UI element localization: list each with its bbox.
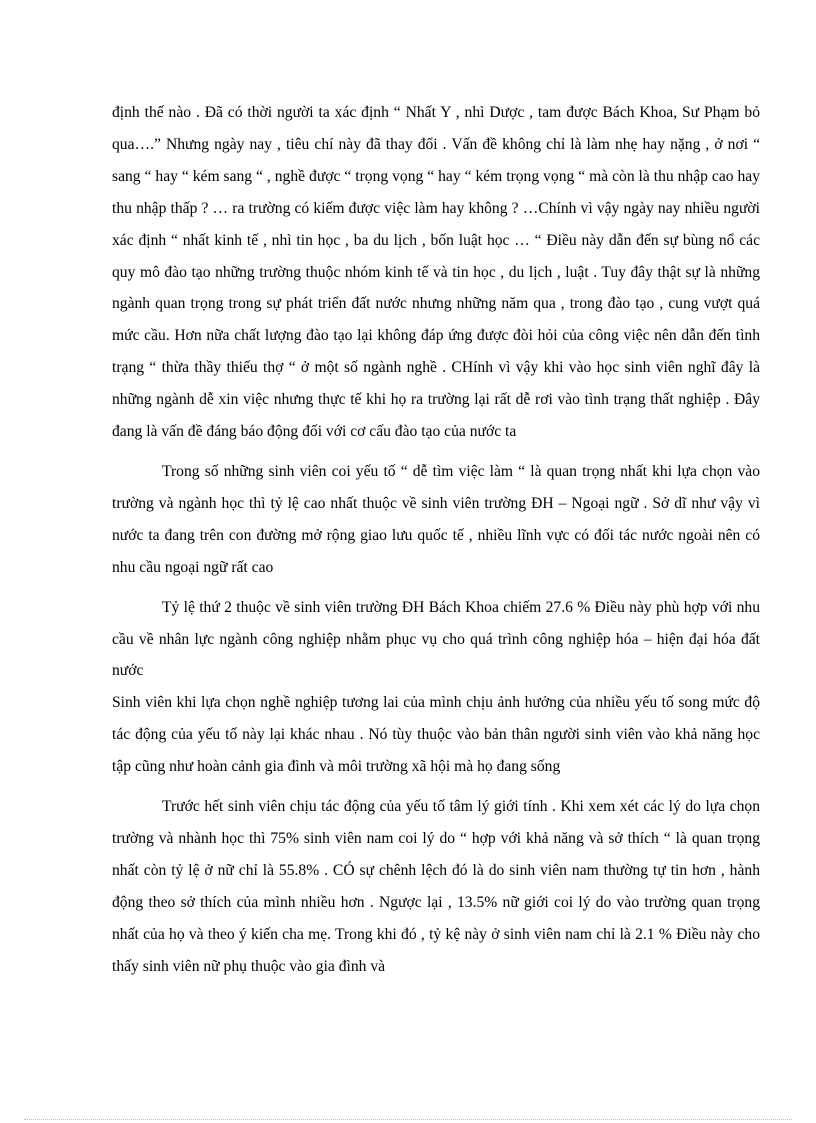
paragraph-3: Tỷ lệ thứ 2 thuộc về sinh viên trường ĐH Bách Khoa chiếm 27.6 % Điều này phù hợp với nhu cầu về nhân lực ngành công nghiệp nhằm phục vụ cho quá trình công nghiệp hóa – hiện đại hóa đất nước [112,598,760,680]
paragraph-5: Trước hết sinh viên chịu tác động của yếu tố tâm lý giới tính . Khi xem xét các lý do lựa chọn trường và nhành học thì 75% sinh viên nam coi lý do “ hợp với khả năng và sở thích “ là quan trọng nhất còn tỷ lệ ở nữ chỉ là 55.8% . CÓ sự chênh lệch đó là do sinh viên nam thường tự tin hơn , hành động theo sở thích của mình nhiều hơn . Ngược lại , 13.5% nữ giới coi lý do vào trường quan trọng nhất của họ và theo ý kiến cha mẹ. Trong khi đó , tỷ kệ này ở sinh viên nam chỉ là 2.1 % Điều này cho thấy sinh viên nữ phụ thuộc vào gia đình và [112,798,760,975]
document-body [112,97,760,982]
paragraph-1: định thế nào . Đã có thời người ta xác định “ Nhất Y , nhì Dược , tam được Bách Khoa, Sư Phạm bỏ qua….” Nhưng ngày nay , tiêu chí này đã thay đổi . Vấn đề không chỉ là làm nhẹ hay nặng , ở nơi “ sang “ hay “ kém sang “ , nghề được “ trọng vọng “ hay “ kém trọng vọng “ mà còn là thu nhập cao hay thu nhập thấp ? … ra trường có kiếm được việc làm hay không ? …Chính vì vậy ngày nay nhiều người xác định “ nhất kinh tế , nhì tin học , ba du lịch , bốn luật học … “ Điều này dẫn đến sự bùng nổ các quy mô đào tạo những trường thuộc nhóm kinh tế và tin học , du lịch , luật . Tuy đây thật sự là những ngành quan trọng trong sự phát triển đất nước nhưng những năm qua , trong đào tạo , cung vượt quá mức cầu. Hơn nữa chất lượng đào tạo lại không đáp ứng được đòi hỏi của công việc nên dẫn đến tình trạng “ thừa thầy thiếu thợ “ ở một số ngành nghề . CHính vì vậy khi vào học sinh viên nghĩ đây là những ngành dễ xin việc nhưng thực tế khi họ ra trường lại rất dễ rơi vào tình trạng thất nghiệp . Đây đang là vấn đề đáng báo động đối với cơ cấu đào tạo của nước ta [112,104,760,441]
page-bottom-edge [24,1119,792,1120]
paragraph-2: Trong số những sinh viên coi yếu tố “ dễ tìm việc làm “ là quan trọng nhất khi lựa chọn vào trường và ngành học thì tỷ lệ cao nhất thuộc về sinh viên trường ĐH – Ngoại ngữ . Sở dĩ như vậy vì nước ta đang trên con đường mở rộng giao lưu quốc tế , nhiều lĩnh vực có đối tác nước ngoài nên có nhu cầu ngoại ngữ rất cao [112,462,760,576]
paragraph-4: Sinh viên khi lựa chọn nghề nghiệp tương lai của mình chịu ảnh hưởng của nhiều yếu tố song mức độ tác động của yếu tố này lại khác nhau . Nó tùy thuộc vào bản thân người sinh viên vào khả năng học tập cũng như hoàn cảnh gia đình và môi trường xã hội mà họ đang sống [112,694,760,776]
